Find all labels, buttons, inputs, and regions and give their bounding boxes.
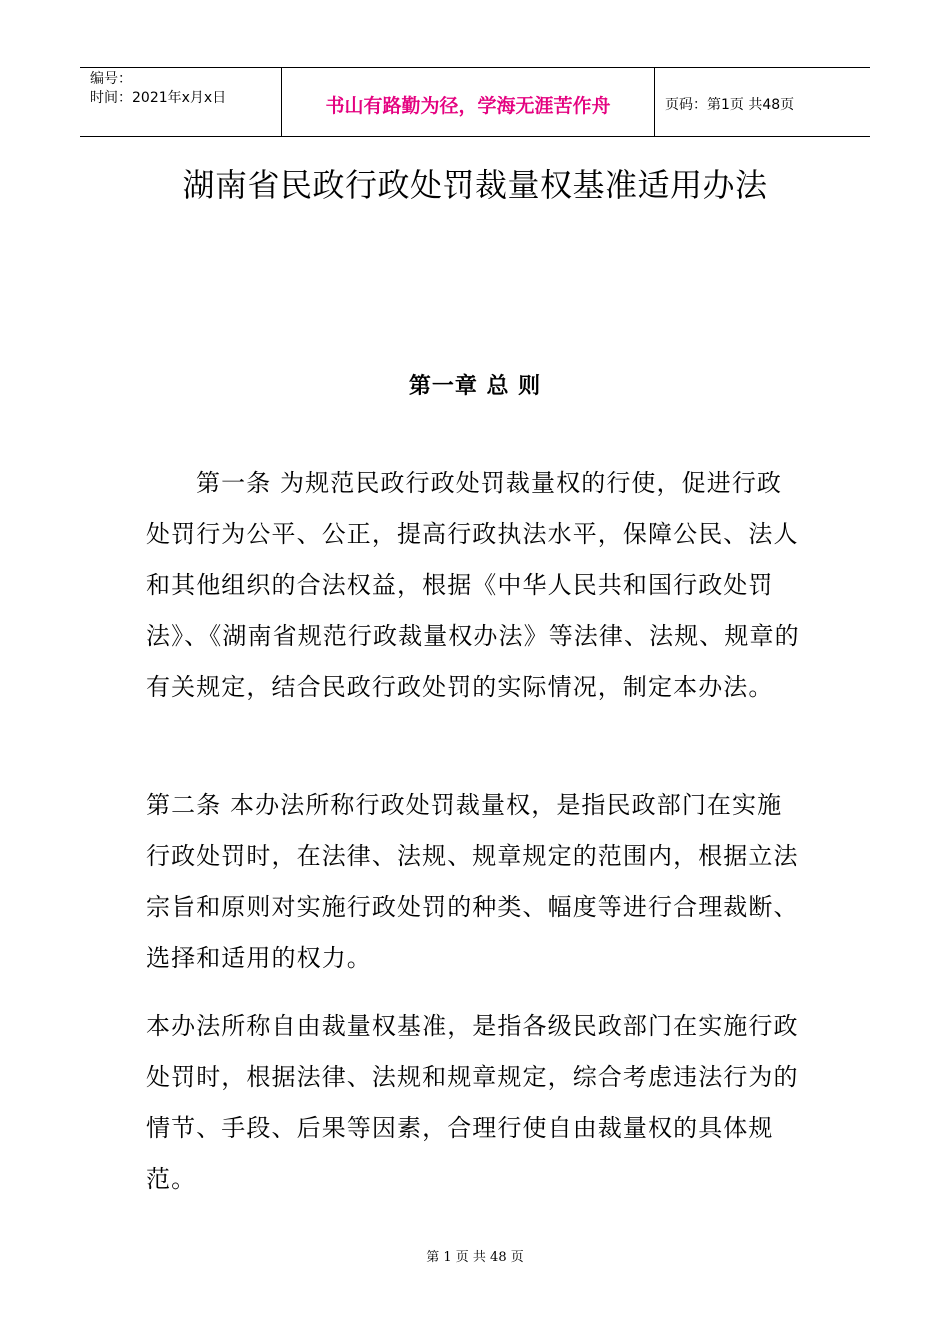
chapter-heading: 第一章 总 则	[408, 373, 542, 399]
page-footer: 第 1 页 共 48 页	[426, 1250, 524, 1265]
header-motto: 书山有路勤为径，学海无涯苦作舟	[325, 94, 611, 117]
header-motto-cell	[281, 68, 655, 136]
article-paragraph-2: 第二条 本办法所称行政处罚裁量权，是指民政部门在实施行政处罚时，在法律、法规、规章规定的范围内，根据立法宗旨和原则对实施行政处罚的种类、幅度等进行合理裁断、选择和适用的权力。	[146, 791, 799, 972]
page-header	[80, 67, 870, 137]
header-page-info: 页码：第1页 共48页	[665, 97, 795, 113]
header-time-label: 时间：2021年x月x日	[90, 90, 227, 106]
article-paragraph-1: 第一条 为规范民政行政处罚裁量权的行使，促进行政处罚行为公平、公正，提高行政执法水平，保障公民、法人和其他组织的合法权益，根据《中华人民共和国行政处罚法》、《湖南省规范行政裁量权办法》等法律、法规、规章的有关规定，结合民政行政处罚的实际情况，制定本办法。	[146, 469, 800, 701]
header-number-label: 编号：	[90, 71, 132, 87]
article-paragraph-3: 本办法所称自由裁量权基准，是指各级民政部门在实施行政处罚时，根据法律、法规和规章规定，综合考虑违法行为的情节、手段、后果等因素，合理行使自由裁量权的具体规范。	[146, 1012, 799, 1193]
header-meta	[80, 68, 281, 136]
document-title: 湖南省民政行政处罚裁量权基准适用办法	[182, 166, 768, 204]
